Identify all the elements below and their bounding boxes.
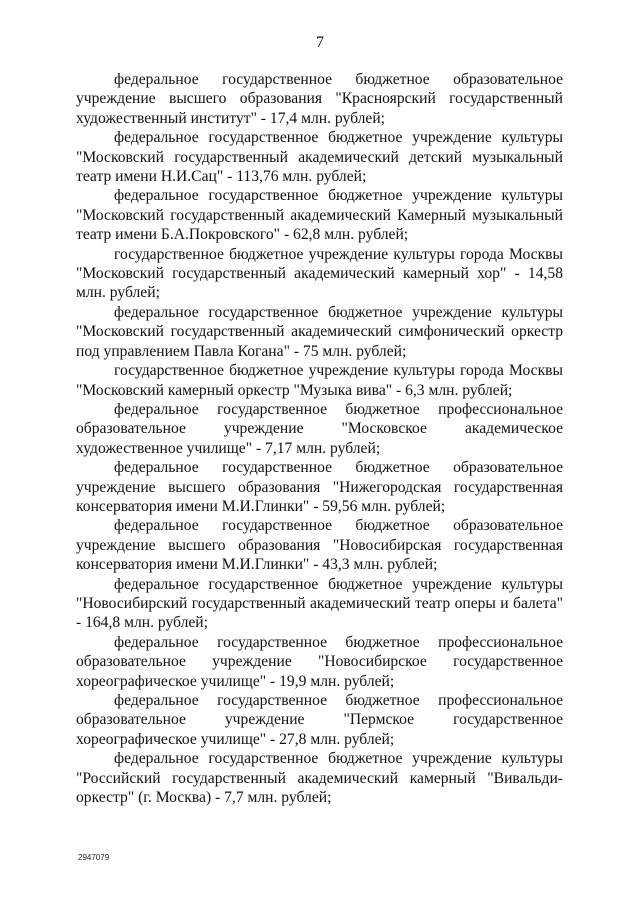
paragraph-kogan-orchestra: федеральное государственное бюджетное учреждение культуры "Московский государственный академический симфонический оркестр под управлением Павла Когана" - 75 млн. рублей; xyxy=(76,303,563,360)
paragraph-krasnoyarsk-art-institute: федеральное государственное бюджетное образовательное учреждение высшего образования "Красноярский государственный художественный институт" - 17,4 млн. рублей; xyxy=(76,71,563,127)
document-id: 2947079 xyxy=(78,853,110,862)
paragraph-musica-viva: государственное бюджетное учреждение культуры города Москвы "Московский камерный оркестр "Музыка вива" - 6,3 млн. рублей; xyxy=(76,362,563,399)
paragraph-chamber-choir: государственное бюджетное учреждение культуры города Москвы "Московский государственный академический камерный хор" - 14,58 млн. рублей; xyxy=(76,245,563,302)
paragraph-pokrovsky-theatre: федеральное государственное бюджетное учреждение культуры "Московский государственный академический Камерный музыкальный театр имени Б.А.Покровского" - 62,8 млн. рублей; xyxy=(76,187,563,244)
paragraph-novosibirsk-conservatory: федеральное государственное бюджетное образовательное учреждение высшего образования "Новосибирская государственная консерватория имени М.И.Глинки" - 43,3 млн. рублей; xyxy=(76,517,563,574)
paragraph-perm-choreography: федеральное государственное бюджетное профессиональное образовательное учреждение "Пермское государственное хореографическое училище" - 27,8 млн. рублей; xyxy=(76,692,563,748)
page-number: 7 xyxy=(316,34,324,51)
paragraph-novosibirsk-opera: федеральное государственное бюджетное учреждение культуры "Новосибирский государственный академический театр оперы и балета" - 164,8 млн. рублей; xyxy=(76,575,563,632)
paragraph-nizhny-conservatory: федеральное государственное бюджетное образовательное учреждение высшего образования "Нижегородская государственная консерватория имени М.И.Глинки" - 59,56 млн. рублей; xyxy=(76,459,563,515)
paragraph-novosibirsk-choreography: федеральное государственное бюджетное профессиональное образовательное учреждение "Новосибирское государственное хореографическое училище" - 19,9 млн. рублей; xyxy=(76,633,563,690)
document-body xyxy=(76,70,563,807)
paragraph-vivaldi-orchestra: федеральное государственное бюджетное учреждение культуры "Российский государственный академический камерный "Вивальди-оркестр" (г. Москва) - 7,7 млн. рублей; xyxy=(76,750,563,807)
paragraph-moscow-art-college: федеральное государственное бюджетное профессиональное образовательное учреждение "Московское академическое художественное училище" - 7,17 млн. рублей; xyxy=(76,400,563,457)
paragraph-sats-theatre: федеральное государственное бюджетное учреждение культуры "Московский государственный академический детский музыкальный театр имени Н.И.Сац" - 113,76 млн. рублей; xyxy=(76,129,563,186)
